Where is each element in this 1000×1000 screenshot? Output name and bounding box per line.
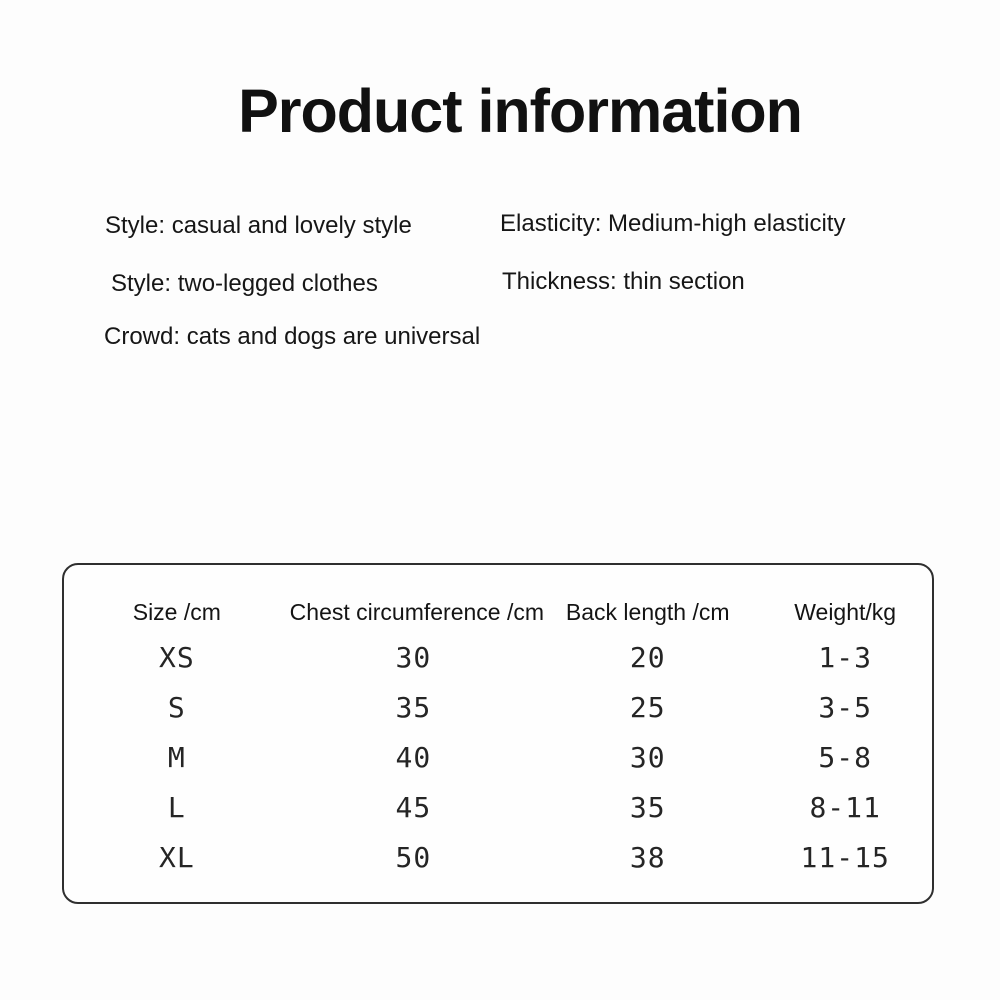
cell-chest: 30 bbox=[395, 641, 432, 674]
cell-chest: 50 bbox=[395, 841, 432, 874]
size-chart-header-row bbox=[64, 565, 932, 633]
cell-back-length: 38 bbox=[629, 841, 666, 874]
attribute-crowd: Crowd: cats and dogs are universal bbox=[104, 323, 481, 350]
size-chart-table bbox=[62, 563, 934, 904]
cell-weight: 1-3 bbox=[818, 641, 872, 674]
table-row bbox=[64, 783, 932, 833]
cell-chest: 45 bbox=[395, 791, 432, 824]
cell-size: XS bbox=[158, 641, 195, 674]
cell-size: M bbox=[167, 741, 186, 774]
cell-chest: 35 bbox=[395, 691, 432, 724]
column-header-weight: Weight/kg bbox=[794, 599, 897, 625]
attribute-thickness: Thickness: thin section bbox=[502, 268, 745, 295]
cell-weight: 5-8 bbox=[818, 741, 872, 774]
table-row bbox=[64, 633, 932, 683]
attribute-elasticity: Elasticity: Medium-high elasticity bbox=[500, 210, 846, 237]
column-header-back-length: Back length /cm bbox=[565, 599, 730, 625]
cell-size: L bbox=[167, 791, 186, 824]
column-header-chest: Chest circumference /cm bbox=[289, 599, 545, 625]
cell-chest: 40 bbox=[395, 741, 432, 774]
page-title: Product information bbox=[238, 77, 802, 145]
cell-weight: 11-15 bbox=[800, 841, 890, 874]
cell-back-length: 25 bbox=[629, 691, 666, 724]
column-header-size: Size /cm bbox=[132, 599, 221, 625]
cell-back-length: 20 bbox=[629, 641, 666, 674]
cell-weight: 8-11 bbox=[809, 791, 881, 824]
cell-size: XL bbox=[158, 841, 195, 874]
attribute-style-lovely: Style: casual and lovely style bbox=[105, 212, 412, 239]
cell-size: S bbox=[167, 691, 186, 724]
table-row bbox=[64, 683, 932, 733]
attribute-style-two-legged: Style: two-legged clothes bbox=[111, 270, 378, 297]
cell-back-length: 35 bbox=[629, 791, 666, 824]
table-row bbox=[64, 733, 932, 783]
cell-weight: 3-5 bbox=[818, 691, 872, 724]
table-row bbox=[64, 833, 932, 883]
cell-back-length: 30 bbox=[629, 741, 666, 774]
